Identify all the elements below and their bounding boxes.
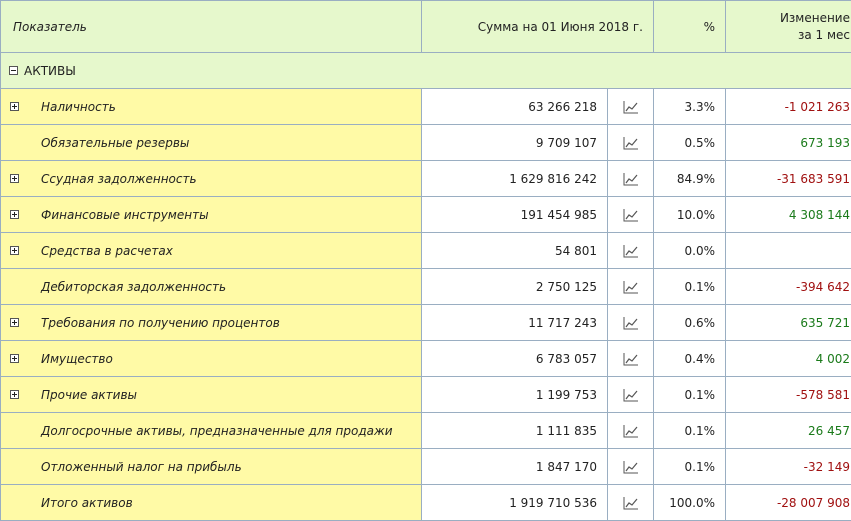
row-change: -578 581 bbox=[726, 377, 851, 413]
row-pct: 0.6% bbox=[654, 305, 726, 341]
row-pct: 100.0% bbox=[654, 485, 726, 521]
section-assets[interactable] bbox=[0, 53, 851, 89]
table-row[interactable] bbox=[0, 449, 851, 485]
line-chart-icon[interactable] bbox=[608, 377, 654, 413]
row-change: 4 002 bbox=[726, 341, 851, 377]
expand-slot bbox=[1, 210, 41, 219]
plus-box-icon[interactable] bbox=[10, 246, 19, 255]
row-label-cell[interactable] bbox=[0, 197, 422, 233]
plus-box-icon[interactable] bbox=[10, 102, 19, 111]
row-label-cell[interactable] bbox=[0, 485, 422, 521]
plus-box-icon[interactable] bbox=[10, 318, 19, 327]
table-header bbox=[0, 0, 851, 53]
table-row[interactable] bbox=[0, 89, 851, 125]
row-label-cell[interactable] bbox=[0, 161, 422, 197]
row-sum: 54 801 bbox=[422, 233, 608, 269]
expand-slot bbox=[1, 318, 41, 327]
row-pct: 0.1% bbox=[654, 449, 726, 485]
row-label: Дебиторская задолженность bbox=[41, 279, 227, 294]
header-change-line2: за 1 мес bbox=[797, 27, 850, 42]
table-row[interactable] bbox=[0, 197, 851, 233]
minus-box-icon[interactable] bbox=[9, 66, 18, 75]
row-pct: 3.3% bbox=[654, 89, 726, 125]
row-pct: 0.1% bbox=[654, 377, 726, 413]
row-label: Итого активов bbox=[41, 495, 133, 510]
row-sum: 9 709 107 bbox=[422, 125, 608, 161]
header-change-line1: Изменение bbox=[779, 10, 850, 25]
header-indicator[interactable]: Показатель bbox=[0, 0, 422, 53]
table-row[interactable] bbox=[0, 161, 851, 197]
row-label-cell[interactable] bbox=[0, 89, 422, 125]
row-pct: 84.9% bbox=[654, 161, 726, 197]
line-chart-icon[interactable] bbox=[608, 341, 654, 377]
row-sum: 1 847 170 bbox=[422, 449, 608, 485]
plus-box-icon[interactable] bbox=[10, 210, 19, 219]
header-sum[interactable]: Сумма на 01 Июня 2018 г. bbox=[422, 0, 654, 53]
row-pct: 0.5% bbox=[654, 125, 726, 161]
row-pct: 0.4% bbox=[654, 341, 726, 377]
row-sum: 1 111 835 bbox=[422, 413, 608, 449]
row-label: Ссудная задолженность bbox=[41, 171, 197, 186]
row-change: 26 457 bbox=[726, 413, 851, 449]
row-change: -1 021 263 bbox=[726, 89, 851, 125]
plus-box-icon[interactable] bbox=[10, 390, 19, 399]
row-pct: 0.1% bbox=[654, 413, 726, 449]
section-assets-cell[interactable] bbox=[0, 53, 851, 89]
row-label: Имущество bbox=[41, 351, 113, 366]
table-row[interactable] bbox=[0, 377, 851, 413]
row-label: Прочие активы bbox=[41, 387, 138, 402]
row-label-cell[interactable] bbox=[0, 413, 422, 449]
row-change: -31 683 591 bbox=[726, 161, 851, 197]
row-change: 4 308 144 bbox=[726, 197, 851, 233]
row-change: -394 642 bbox=[726, 269, 851, 305]
row-change: -32 149 bbox=[726, 449, 851, 485]
expand-slot bbox=[1, 246, 41, 255]
table-row[interactable] bbox=[0, 485, 851, 521]
row-change: 635 721 bbox=[726, 305, 851, 341]
row-sum: 1 919 710 536 bbox=[422, 485, 608, 521]
row-label: Средства в расчетах bbox=[41, 243, 173, 258]
row-pct: 0.1% bbox=[654, 269, 726, 305]
plus-box-icon[interactable] bbox=[10, 174, 19, 183]
table-row[interactable] bbox=[0, 125, 851, 161]
row-change: 673 193 bbox=[726, 125, 851, 161]
table-row[interactable] bbox=[0, 305, 851, 341]
row-sum: 6 783 057 bbox=[422, 341, 608, 377]
expand-slot bbox=[1, 174, 41, 183]
line-chart-icon[interactable] bbox=[608, 269, 654, 305]
line-chart-icon[interactable] bbox=[608, 197, 654, 233]
header-pct[interactable]: % bbox=[654, 0, 726, 53]
line-chart-icon[interactable] bbox=[608, 449, 654, 485]
row-label: Требования по получению процентов bbox=[41, 315, 280, 330]
row-pct: 0.0% bbox=[654, 233, 726, 269]
line-chart-icon[interactable] bbox=[608, 305, 654, 341]
line-chart-icon[interactable] bbox=[608, 485, 654, 521]
line-chart-icon[interactable] bbox=[608, 233, 654, 269]
row-label: Отложенный налог на прибыль bbox=[41, 459, 242, 474]
table-row[interactable] bbox=[0, 233, 851, 269]
table-row[interactable] bbox=[0, 269, 851, 305]
line-chart-icon[interactable] bbox=[608, 125, 654, 161]
plus-box-icon[interactable] bbox=[10, 354, 19, 363]
row-pct: 10.0% bbox=[654, 197, 726, 233]
row-change: -28 007 908 bbox=[726, 485, 851, 521]
line-chart-icon[interactable] bbox=[608, 89, 654, 125]
expand-slot bbox=[1, 102, 41, 111]
row-label-cell[interactable] bbox=[0, 305, 422, 341]
row-label-cell[interactable] bbox=[0, 449, 422, 485]
line-chart-icon[interactable] bbox=[608, 413, 654, 449]
row-sum: 1 629 816 242 bbox=[422, 161, 608, 197]
row-label: Долгосрочные активы, предназначенные для продажи bbox=[41, 423, 393, 438]
row-sum: 191 454 985 bbox=[422, 197, 608, 233]
row-label-cell[interactable] bbox=[0, 341, 422, 377]
section-label: АКТИВЫ bbox=[24, 63, 76, 78]
row-sum: 1 199 753 bbox=[422, 377, 608, 413]
expand-slot bbox=[1, 354, 41, 363]
table-row[interactable] bbox=[0, 341, 851, 377]
row-label-cell[interactable] bbox=[0, 125, 422, 161]
line-chart-icon[interactable] bbox=[608, 161, 654, 197]
expand-slot bbox=[1, 390, 41, 399]
row-label: Наличность bbox=[41, 99, 116, 114]
row-label-cell[interactable] bbox=[0, 269, 422, 305]
row-sum: 63 266 218 bbox=[422, 89, 608, 125]
row-label-cell[interactable] bbox=[0, 233, 422, 269]
row-sum: 11 717 243 bbox=[422, 305, 608, 341]
row-sum: 2 750 125 bbox=[422, 269, 608, 305]
row-change bbox=[726, 233, 851, 269]
row-label: Финансовые инструменты bbox=[41, 207, 209, 222]
row-label: Обязательные резервы bbox=[41, 135, 190, 150]
table-row[interactable] bbox=[0, 413, 851, 449]
row-label-cell[interactable] bbox=[0, 377, 422, 413]
header-change[interactable] bbox=[726, 0, 851, 53]
